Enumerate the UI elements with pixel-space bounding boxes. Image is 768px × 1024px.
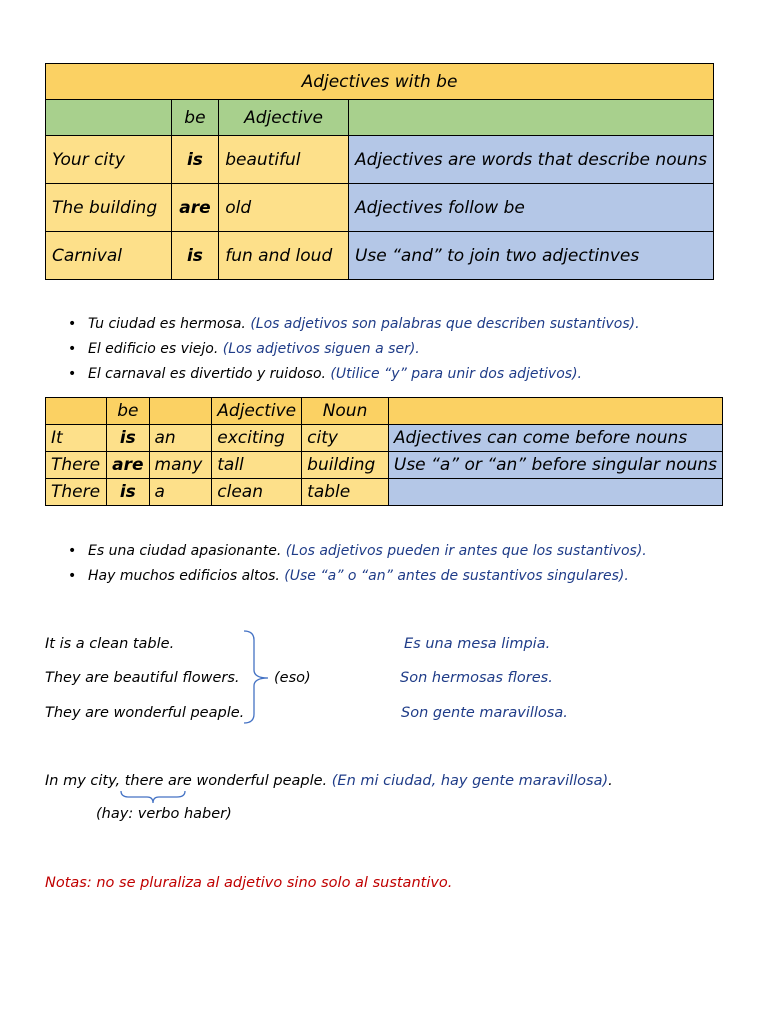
spanish-example: Son gente maravillosa.	[401, 705, 568, 721]
table-row	[46, 136, 714, 184]
spanish-text: Es una ciudad apasionante.	[88, 543, 282, 559]
adjective-cell: tall	[212, 452, 302, 479]
noun-cell: building	[302, 452, 389, 479]
translation-list	[48, 539, 647, 589]
table-title: Adjectives with be	[46, 64, 714, 100]
subject-cell: There	[46, 479, 107, 506]
verb-cell: is	[107, 479, 149, 506]
spanish-text: Hay muchos edificios altos.	[88, 568, 280, 584]
list-item	[88, 312, 640, 337]
spanish-example: Es una mesa limpia.	[404, 636, 551, 652]
noun-cell: city	[302, 425, 389, 452]
adjective-cell: beautiful	[219, 136, 349, 184]
example-sentence	[45, 773, 613, 789]
adjective-cell: clean	[212, 479, 302, 506]
table-row	[46, 479, 723, 506]
note-text: Notas: no se pluraliza al adjetivo sino solo al sustantivo.	[45, 875, 453, 891]
note-cell	[388, 479, 722, 506]
spanish-text: Tu ciudad es hermosa.	[88, 316, 246, 332]
explanation-text: (Los adjetivos siguen a ser).	[222, 341, 420, 357]
header-cell: Noun	[302, 398, 389, 425]
sentence-period: .	[608, 773, 613, 789]
adjective-cell: fun and loud	[219, 232, 349, 280]
verb-cell: are	[107, 452, 149, 479]
list-item	[88, 539, 647, 564]
underbrace-icon	[119, 789, 189, 805]
annotation: (hay: verbo haber)	[96, 806, 232, 822]
spanish-text: El carnaval es divertido y ruidoso.	[88, 366, 326, 382]
determiner-cell: an	[149, 425, 212, 452]
sentence-end: wonderful peaple.	[191, 773, 332, 789]
note-cell: Adjectives follow be	[348, 184, 713, 232]
note-cell: Use “and” to join two adjectinves	[348, 232, 713, 280]
noun-cell: table	[302, 479, 389, 506]
header-cell: Adjective	[212, 398, 302, 425]
verb-cell: are	[171, 184, 219, 232]
adjectives-with-be-table	[45, 63, 714, 280]
header-cell	[388, 398, 722, 425]
english-example: They are wonderful peaple.	[45, 705, 245, 721]
header-cell	[149, 398, 212, 425]
list-item	[88, 564, 647, 589]
verb-cell: is	[171, 136, 219, 184]
note-cell: Adjectives can come before nouns	[388, 425, 722, 452]
bracket-label: (eso)	[274, 670, 311, 686]
explanation-text: (Los adjetivos pueden ir antes que los sustantivos).	[285, 543, 647, 559]
sentence-translation: (En mi ciudad, hay gente maravillosa)	[331, 773, 609, 789]
verb-cell: is	[107, 425, 149, 452]
table-row	[46, 184, 714, 232]
table-row	[46, 232, 714, 280]
translation-list	[48, 312, 640, 387]
header-cell: be	[107, 398, 149, 425]
subject-cell: Carnival	[46, 232, 172, 280]
english-example: They are beautiful flowers.	[45, 670, 240, 686]
subject-cell: It	[46, 425, 107, 452]
header-cell	[348, 100, 713, 136]
verb-cell: is	[171, 232, 219, 280]
list-item	[88, 337, 640, 362]
note-cell: Adjectives are words that describe nouns	[348, 136, 713, 184]
list-item	[88, 362, 640, 387]
header-cell: Adjective	[219, 100, 349, 136]
subject-cell: There	[46, 452, 107, 479]
table-header-row	[46, 398, 723, 425]
sentence-start: In my city,	[45, 773, 125, 789]
explanation-text: (Utilice “y” para unir dos adjetivos).	[330, 366, 582, 382]
adjective-cell: old	[219, 184, 349, 232]
adjective-cell: exciting	[212, 425, 302, 452]
adjective-before-noun-table	[45, 397, 723, 506]
subject-cell: Your city	[46, 136, 172, 184]
explanation-text: (Use “a” o “an” antes de sustantivos singulares).	[284, 568, 629, 584]
highlighted-phrase: there are	[124, 773, 192, 789]
header-cell	[46, 100, 172, 136]
determiner-cell: a	[149, 479, 212, 506]
subject-cell: The building	[46, 184, 172, 232]
header-cell: be	[171, 100, 219, 136]
explanation-text: (Los adjetivos son palabras que describen sustantivos).	[250, 316, 640, 332]
header-cell	[46, 398, 107, 425]
spanish-text: El edificio es viejo.	[88, 341, 219, 357]
note-cell: Use “a” or “an” before singular nouns	[388, 452, 722, 479]
table-row	[46, 452, 723, 479]
table-row	[46, 425, 723, 452]
english-example: It is a clean table.	[45, 636, 175, 652]
determiner-cell: many	[149, 452, 212, 479]
spanish-example: Son hermosas flores.	[400, 670, 553, 686]
